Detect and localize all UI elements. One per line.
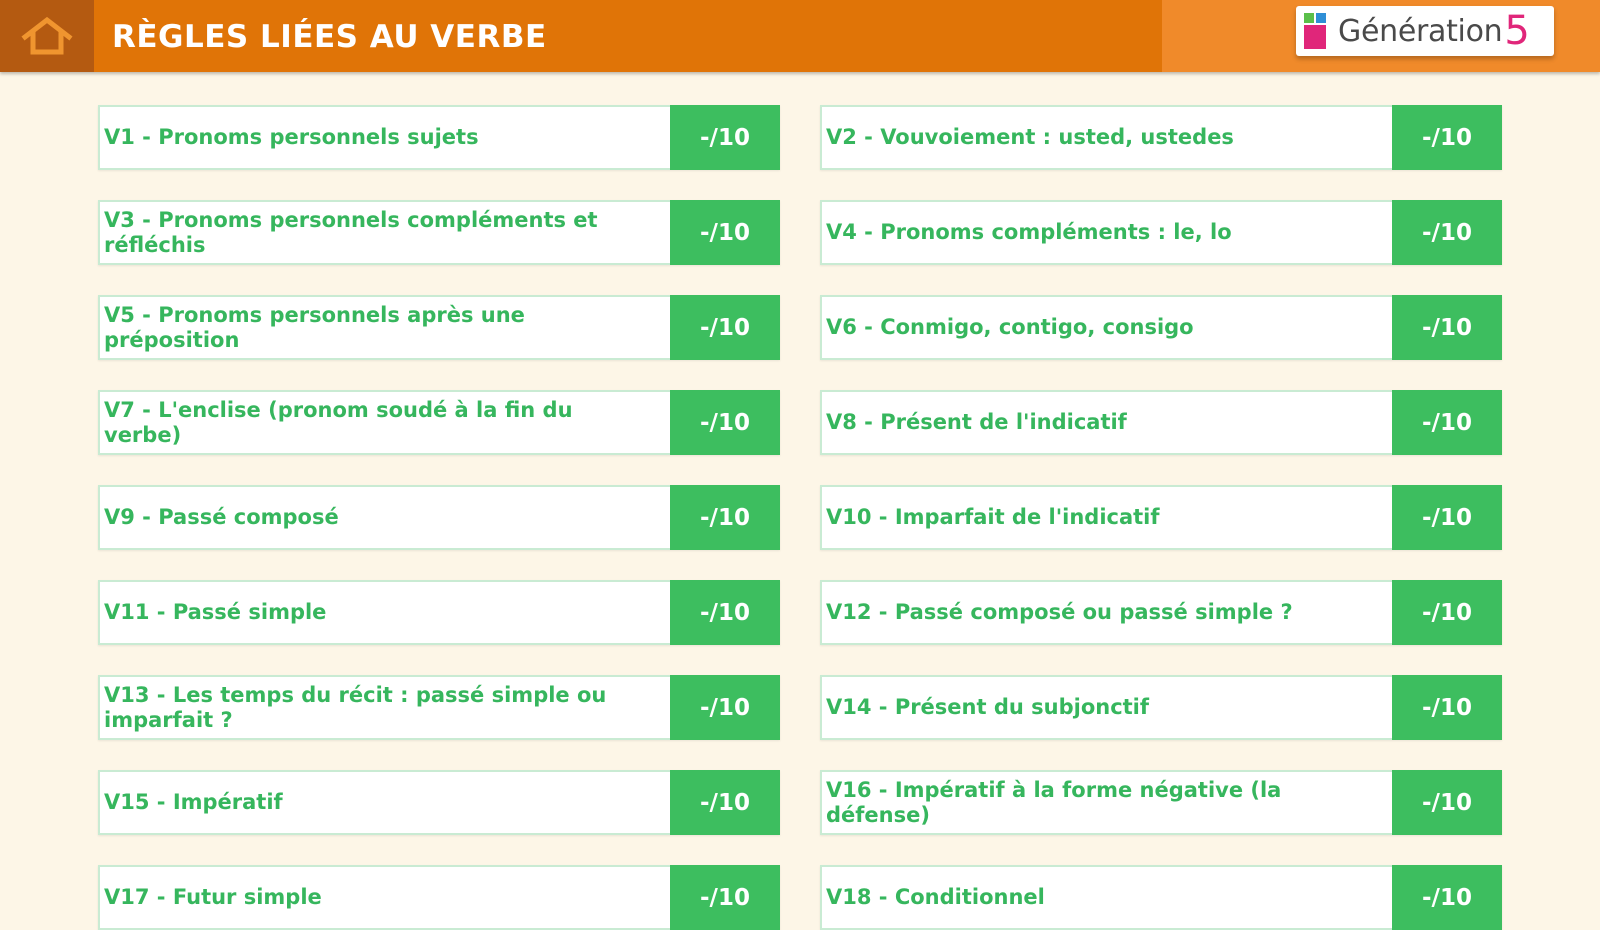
- rule-score-button[interactable]: -/10: [670, 485, 780, 550]
- rule-label: V8 - Présent de l'indicatif: [826, 410, 1127, 434]
- rule-score-button[interactable]: -/10: [670, 865, 780, 930]
- rule-score-button[interactable]: -/10: [1392, 770, 1502, 835]
- rule-score-button[interactable]: -/10: [1392, 390, 1502, 455]
- rule-label: V12 - Passé composé ou passé simple ?: [826, 600, 1293, 624]
- rule-label: V7 - L'enclise (pronom soudé à la fin du verbe): [104, 397, 573, 447]
- rule-score-button[interactable]: -/10: [670, 580, 780, 645]
- rule-label: V1 - Pronoms personnels sujets: [104, 125, 479, 149]
- logo-squares-icon: [1304, 13, 1334, 49]
- logo-text: Génération: [1338, 13, 1503, 49]
- rule-item-v16[interactable]: [820, 770, 1502, 835]
- rule-item-v2[interactable]: [820, 105, 1502, 170]
- rule-score-button[interactable]: -/10: [670, 770, 780, 835]
- rule-score-button[interactable]: -/10: [670, 295, 780, 360]
- rule-label: V10 - Imparfait de l'indicatif: [826, 505, 1160, 529]
- rule-score-button[interactable]: -/10: [670, 200, 780, 265]
- rule-score-button[interactable]: -/10: [1392, 675, 1502, 740]
- rule-label: V6 - Conmigo, contigo, consigo: [826, 315, 1194, 339]
- generation5-logo: [1296, 6, 1554, 56]
- rule-score-button[interactable]: -/10: [1392, 105, 1502, 170]
- rule-item-v12[interactable]: [820, 580, 1502, 645]
- rule-score-button[interactable]: -/10: [670, 105, 780, 170]
- rule-item-v10[interactable]: [820, 485, 1502, 550]
- rule-label: V14 - Présent du subjonctif: [826, 695, 1150, 719]
- rule-score-button[interactable]: -/10: [1392, 200, 1502, 265]
- rule-score-button[interactable]: -/10: [1392, 580, 1502, 645]
- rule-item-v18[interactable]: [820, 865, 1502, 930]
- rule-label: V13 - Les temps du récit : passé simple ou imparfait ?: [104, 682, 607, 732]
- rule-item-v17[interactable]: [98, 865, 780, 930]
- rule-item-v11[interactable]: [98, 580, 780, 645]
- rule-label: V15 - Impératif: [104, 790, 283, 814]
- page-title: RÈGLES LIÉES AU VERBE: [112, 19, 547, 55]
- rule-label: V2 - Vouvoiement : usted, ustedes: [826, 125, 1234, 149]
- rule-item-v14[interactable]: [820, 675, 1502, 740]
- rule-item-v4[interactable]: [820, 200, 1502, 265]
- rule-item-v15[interactable]: [98, 770, 780, 835]
- rule-label: V5 - Pronoms personnels après une préposition: [104, 302, 525, 352]
- rule-score-button[interactable]: -/10: [1392, 865, 1502, 930]
- rule-item-v7[interactable]: [98, 390, 780, 455]
- rule-item-v1[interactable]: [98, 105, 780, 170]
- rule-score-button[interactable]: -/10: [1392, 295, 1502, 360]
- rule-label: V4 - Pronoms compléments : le, lo: [826, 220, 1232, 244]
- rule-item-v13[interactable]: [98, 675, 780, 740]
- rule-score-button[interactable]: -/10: [1392, 485, 1502, 550]
- rule-item-v3[interactable]: [98, 200, 780, 265]
- rule-item-v8[interactable]: [820, 390, 1502, 455]
- rule-item-v5[interactable]: [98, 295, 780, 360]
- rule-label: V17 - Futur simple: [104, 885, 322, 909]
- header-bar: [0, 0, 1600, 72]
- rule-item-v9[interactable]: [98, 485, 780, 550]
- home-button[interactable]: [0, 0, 94, 72]
- rule-label: V3 - Pronoms personnels compléments et réfléchis: [104, 207, 598, 257]
- home-icon: [21, 16, 73, 56]
- rule-label: V11 - Passé simple: [104, 600, 327, 624]
- rule-score-button[interactable]: -/10: [670, 390, 780, 455]
- rule-label: V18 - Conditionnel: [826, 885, 1045, 909]
- rule-label: V9 - Passé composé: [104, 505, 339, 529]
- logo-number: 5: [1504, 8, 1530, 54]
- rule-label: V16 - Impératif à la forme négative (la défense): [826, 777, 1282, 827]
- title-bar: [94, 0, 1162, 72]
- rule-score-button[interactable]: -/10: [670, 675, 780, 740]
- rules-grid: [98, 105, 1502, 930]
- rule-item-v6[interactable]: [820, 295, 1502, 360]
